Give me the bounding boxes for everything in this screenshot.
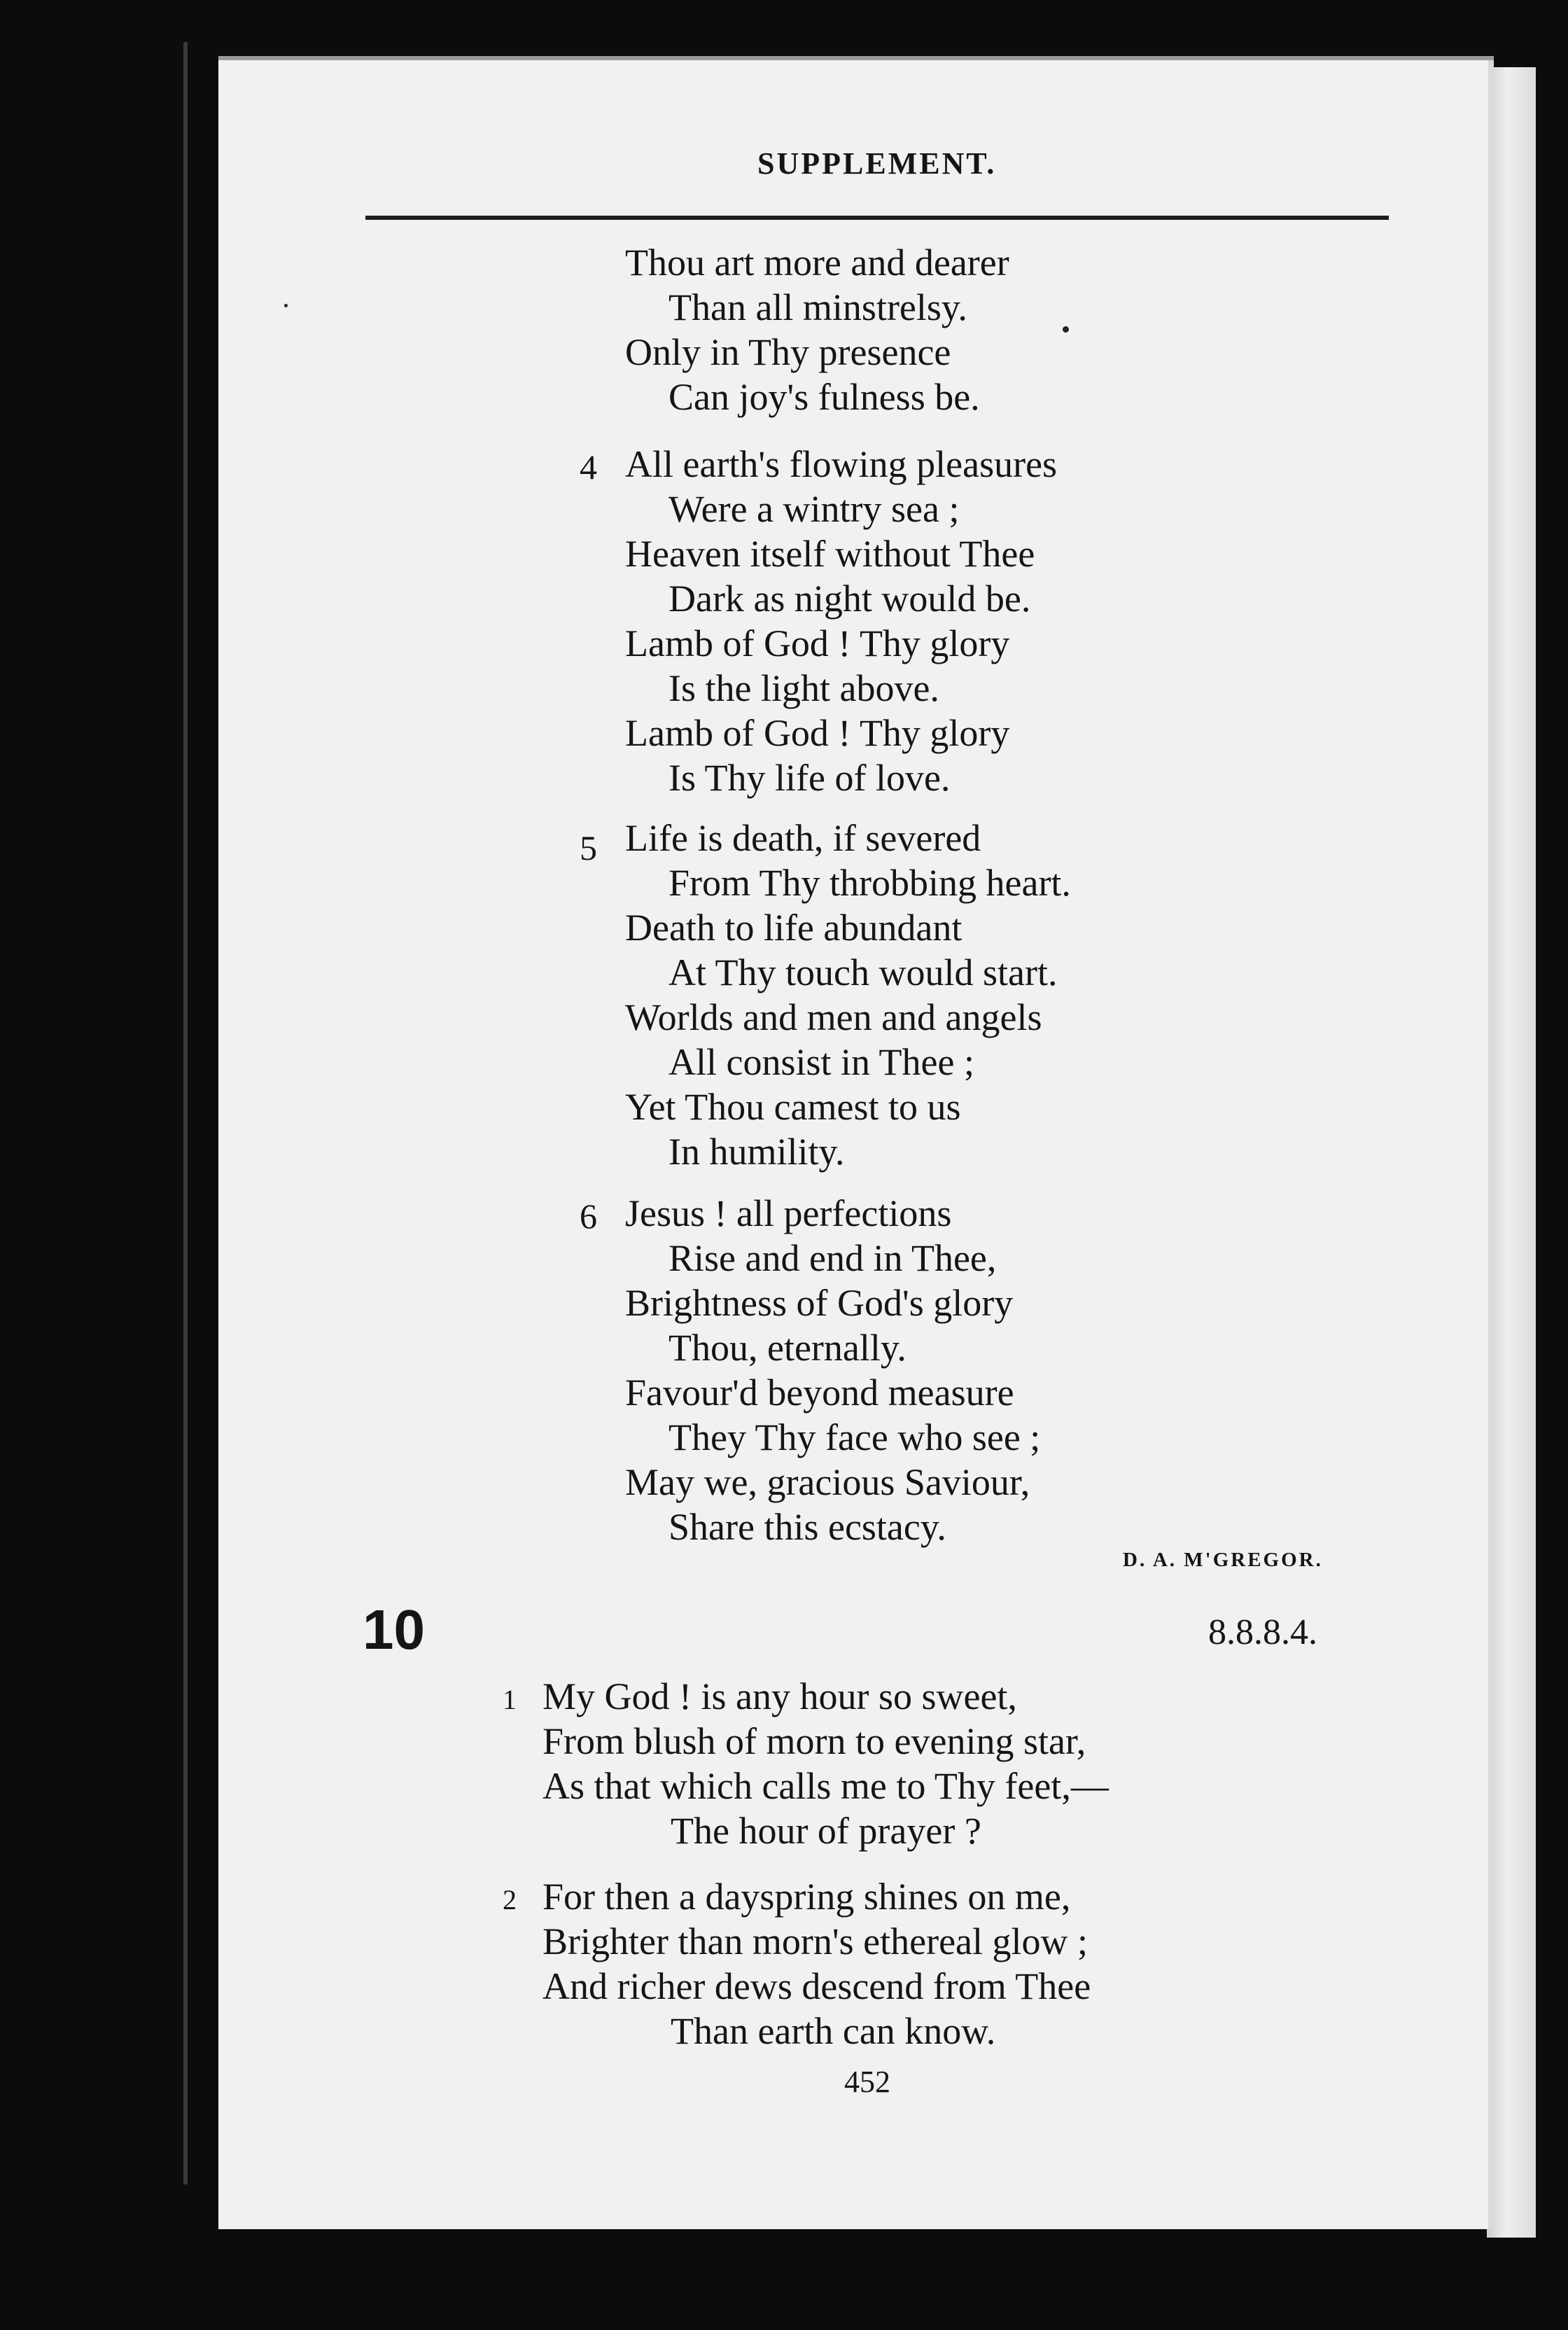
verse-line: Lamb of God ! Thy glory	[625, 622, 1010, 664]
hymn-number: 10	[363, 1598, 425, 1661]
verse-line: Only in Thy presence	[625, 331, 951, 373]
verse-line: Can joy's fulness be.	[668, 376, 980, 418]
adjacent-page-edge	[1487, 67, 1536, 2238]
verse-line: Were a wintry sea ;	[668, 488, 960, 530]
verse-line: Thou art more and dearer	[625, 242, 1009, 284]
verse-line: Death to life abundant	[625, 907, 962, 949]
verse-line: The hour of prayer ?	[671, 1810, 981, 1852]
verse-line: My God ! is any hour so sweet,	[542, 1675, 1017, 1717]
verse-line: Worlds and men and angels	[625, 996, 1042, 1038]
verse-line: Yet Thou camest to us	[625, 1086, 961, 1128]
book-gutter	[183, 42, 188, 2184]
verse-line: Thou, eternally.	[668, 1327, 906, 1369]
verse-line: In humility.	[668, 1131, 845, 1173]
running-head: SUPPLEMENT.	[757, 146, 997, 181]
ink-speck	[1063, 326, 1069, 333]
header-rule	[365, 216, 1389, 220]
ink-speck	[284, 304, 288, 307]
verse-line: Dark as night would be.	[668, 578, 1031, 620]
verse-line: May we, gracious Saviour,	[625, 1461, 1030, 1503]
verse-line: All consist in Thee ;	[668, 1041, 974, 1083]
verse-line: At Thy touch would start.	[668, 951, 1058, 993]
verse-line: From Thy throbbing heart.	[668, 862, 1071, 904]
verse-line: Brightness of God's glory	[625, 1282, 1014, 1324]
verse-line: Jesus ! all perfections	[625, 1192, 952, 1234]
verse-line: Heaven itself without Thee	[625, 533, 1035, 575]
verse-line: Life is death, if severed	[625, 817, 981, 859]
verse-line: All earth's flowing pleasures	[625, 443, 1058, 485]
stanza-number: 2	[503, 1884, 517, 1916]
verse-line: Share this ecstacy.	[668, 1506, 946, 1548]
verse-line: Is the light above.	[668, 667, 939, 709]
stanza-number: 5	[580, 828, 597, 867]
verse-line: Is Thy life of love.	[668, 757, 951, 799]
page-number: 452	[844, 2065, 890, 2099]
author-attribution: D. A. M'GREGOR.	[1123, 1549, 1323, 1571]
verse-line: Rise and end in Thee,	[668, 1237, 997, 1279]
hymn-meter: 8.8.8.4.	[1208, 1612, 1317, 1652]
verse-line: Than earth can know.	[671, 2010, 996, 2052]
verse-line: From blush of morn to evening star,	[542, 1720, 1086, 1762]
stanza-number: 6	[580, 1197, 597, 1236]
verse-line: As that which calls me to Thy feet,—	[542, 1765, 1109, 1807]
stanza-number: 4	[580, 447, 597, 487]
verse-line: For then a dayspring shines on me,	[542, 1876, 1071, 1918]
stanza-number: 1	[503, 1684, 517, 1715]
verse-line: And richer dews descend from Thee	[542, 1965, 1091, 2007]
verse-line: Than all minstrelsy.	[668, 286, 967, 328]
verse-line: Favour'd beyond measure	[625, 1372, 1014, 1414]
verse-line: They Thy face who see ;	[668, 1416, 1041, 1458]
verse-line: Brighter than morn's ethereal glow ;	[542, 1920, 1088, 1962]
verse-line: Lamb of God ! Thy glory	[625, 712, 1010, 754]
